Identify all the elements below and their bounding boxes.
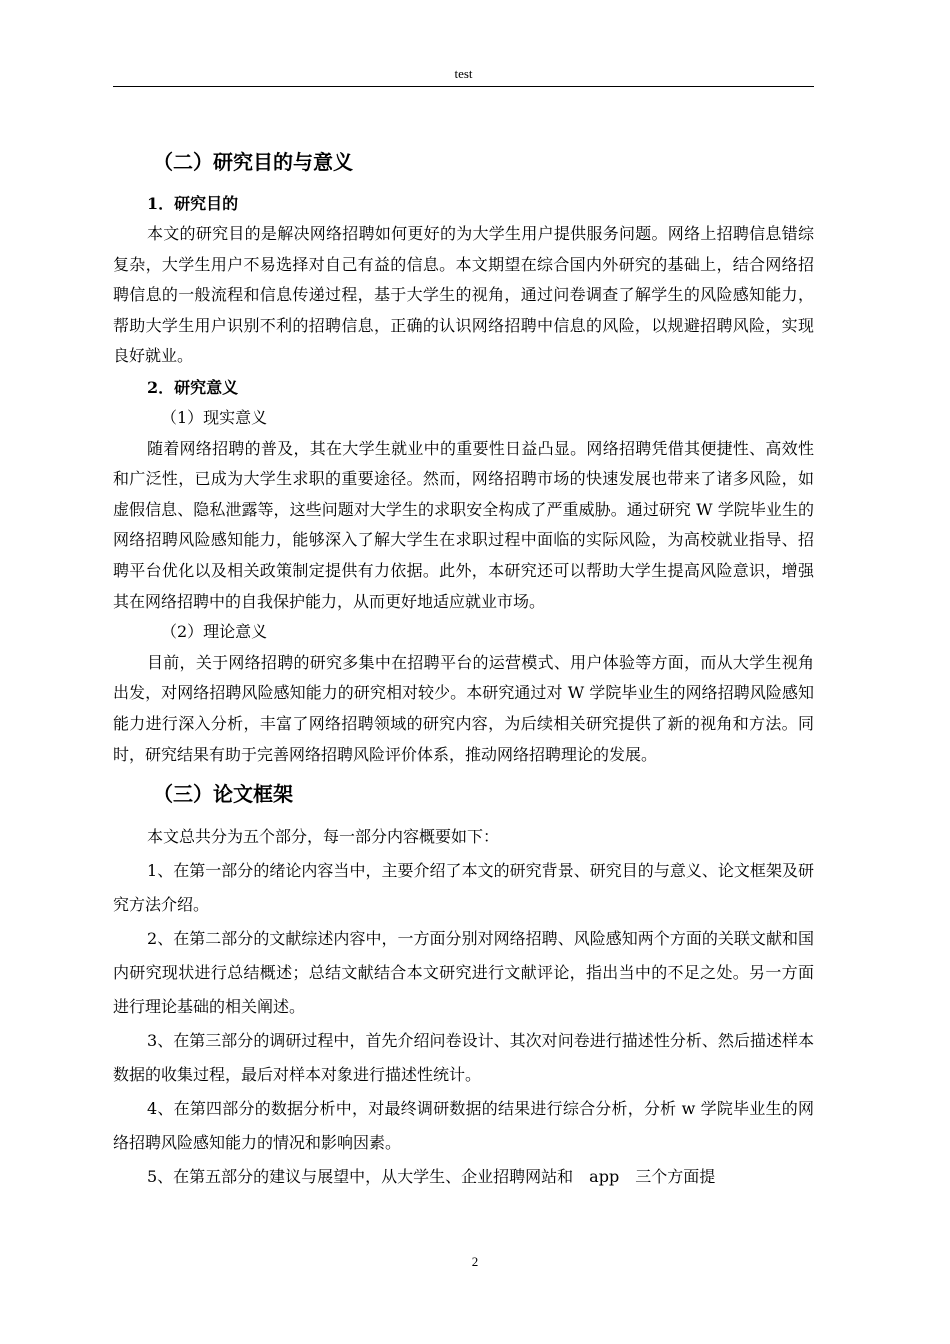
list-item: 3、在第三部分的调研过程中，首先介绍问卷设计、其次对问卷进行描述性分析、然后描述样本数据的收集过程，最后对样本对象进行描述性统计。 (113, 1031, 814, 1085)
subheading-research-significance: 2．研究意义 (147, 377, 239, 397)
subheading-research-purpose: 1．研究目的 (147, 194, 239, 213)
list-item: 5、在第五部分的建议与展望中，从大学生、企业招聘网站和 app 三个方面提 (147, 1167, 716, 1187)
page-number: 2 (471, 1254, 479, 1269)
page-body (113, 146, 814, 1194)
paragraph-research-purpose: 本文的研究目的是解决网络招聘如何更好的为大学生用户提供服务问题。网络上招聘信息错综复杂，大学生用户不易选择对自己有益的信息。本文期望在综合国内外研究的基础上，结合网络招聘信息的一般流程和信息传递过程，基于大学生的视角，通过问卷调查了解学生的风险感知能力，帮助大学生用户识别不利的招聘信息，正确的认识网络招聘中信息的风险，以规避招聘风险，实现良好就业。 (113, 224, 814, 366)
header-rule (113, 86, 814, 87)
paragraph-practical-significance: 随着网络招聘的普及，其在大学生就业中的重要性日益凸显。网络招聘凭借其便捷性、高效性和广泛性，已成为大学生求职的重要途径。然而，网络招聘市场的快速发展也带来了诸多风险，如虚假信息、隐私泄露等，这些问题对大学生的求职安全构成了严重威胁。通过研究 W 学院毕业生的网络招聘风险感知能力，能够深入了解大学生在求职过程中面临的实际风险，为高校就业指导、招聘平台优化以及相关政策制定提供有力依据。此外，本研究还可以帮助大学生提高风险意识，增强其在网络招聘中的自我保护能力，从而更好地适应就业市场。 (113, 438, 814, 611)
page-header: test (454, 66, 473, 81)
section-heading-purpose: （二）研究目的与意义 (153, 150, 353, 174)
section-heading-framework: （三）论文框架 (153, 782, 293, 807)
paragraph-framework-intro: 本文总共分为五个部分，每一部分内容概要如下： (147, 827, 500, 847)
list-item: 2、在第二部分的文献综述内容中，一方面分别对网络招聘、风险感知两个方面的关联文献和国内研究现状进行总结概述；总结文献结合本文研究进行文献评论，指出当中的不足之处。另一方面进行理论基础的相关阐述。 (113, 929, 814, 1017)
list-item: 1、在第一部分的绪论内容当中，主要介绍了本文的研究背景、研究目的与意义、论文框架及研究方法介绍。 (113, 861, 814, 915)
list-item: 4、在第四部分的数据分析中，对最终调研数据的结果进行综合分析，分析 w 学院毕业生的网络招聘风险感知能力的情况和影响因素。 (113, 1099, 814, 1153)
spacer (113, 770, 814, 778)
subheading-practical-significance: （1）现实意义 (161, 407, 268, 427)
paragraph-theoretical-significance: 目前，关于网络招聘的研究多集中在招聘平台的运营模式、用户体验等方面，而从大学生视角出发，对网络招聘风险感知能力的研究相对较少。本研究通过对 W 学院毕业生的网络招聘风险感知能力进行深入分析，丰富了网络招聘领域的研究内容，为后续相关研究提供了新的视角和方法。同时，研究结果有助于完善网络招聘风险评价体系，推动网络招聘理论的发展。 (113, 652, 814, 764)
subheading-theoretical-significance: （2）理论意义 (161, 622, 268, 642)
